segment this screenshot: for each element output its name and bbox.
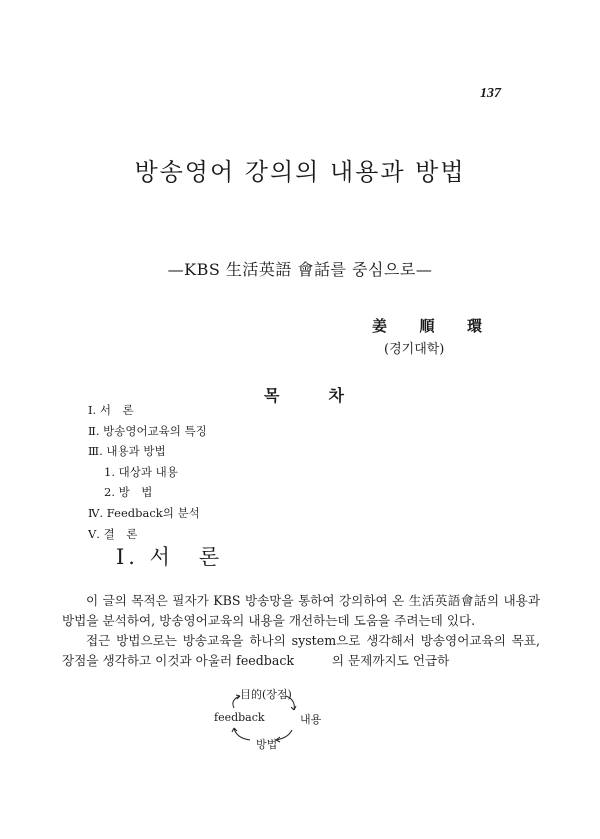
toc-title bbox=[264, 383, 344, 406]
diagram-label-content: 내용 bbox=[300, 713, 322, 726]
toc-item: Ⅲ. 내용과 방법 bbox=[88, 444, 166, 459]
toc-title-char: 목 bbox=[264, 386, 280, 405]
section-heading-introduction: Ⅰ. 서 론 bbox=[116, 545, 224, 569]
paper-subtitle: —KBS 生活英語 會話를 중심으로— bbox=[167, 260, 433, 279]
author-affiliation: (경기대학) bbox=[384, 342, 445, 357]
body-text bbox=[62, 591, 540, 671]
body-paragraph: 접근 방법으로는 방송교육을 하나의 system으로 생각해서 방송영어교육의 목표, 장점을 생각하고 이것과 아울러 feedback 의 문제까지도 언급하 bbox=[62, 633, 540, 668]
author-name-char: 順 bbox=[419, 317, 435, 335]
toc-item: Ⅱ. 방송영어교육의 특징 bbox=[88, 423, 207, 438]
table-of-contents bbox=[88, 400, 207, 544]
page-number: 137 bbox=[480, 86, 501, 101]
body-paragraph: 이 글의 목적은 필자가 KBS 방송망을 통하여 강의하여 온 生活英語會話의 내용과 방법을 분석하여, 방송영어교육의 내용을 개선하는데 도움을 주려는데 있다. bbox=[62, 593, 540, 628]
diagram-label-method: 방법 bbox=[256, 738, 278, 751]
toc-subitem: 2. 방 법 bbox=[104, 485, 153, 500]
toc-item: Ⅳ. Feedback의 분석 bbox=[88, 505, 200, 520]
toc-item: Ⅰ. 서 론 bbox=[88, 403, 134, 417]
author-name-char: 姜 bbox=[372, 317, 388, 335]
toc-item: Ⅴ. 결 론 bbox=[88, 526, 138, 541]
system-diagram bbox=[200, 684, 340, 756]
diagram-label-objectives: 目的(장점) bbox=[240, 688, 292, 701]
toc-title-char: 차 bbox=[328, 386, 344, 405]
author-name bbox=[372, 315, 482, 336]
toc-subitem: 1. 대상과 내용 bbox=[104, 464, 178, 479]
paper-title: 방송영어 강의의 내용과 방법 bbox=[134, 158, 466, 186]
diagram-label-feedback: feedback bbox=[214, 711, 265, 724]
author-name-char: 環 bbox=[466, 317, 482, 335]
